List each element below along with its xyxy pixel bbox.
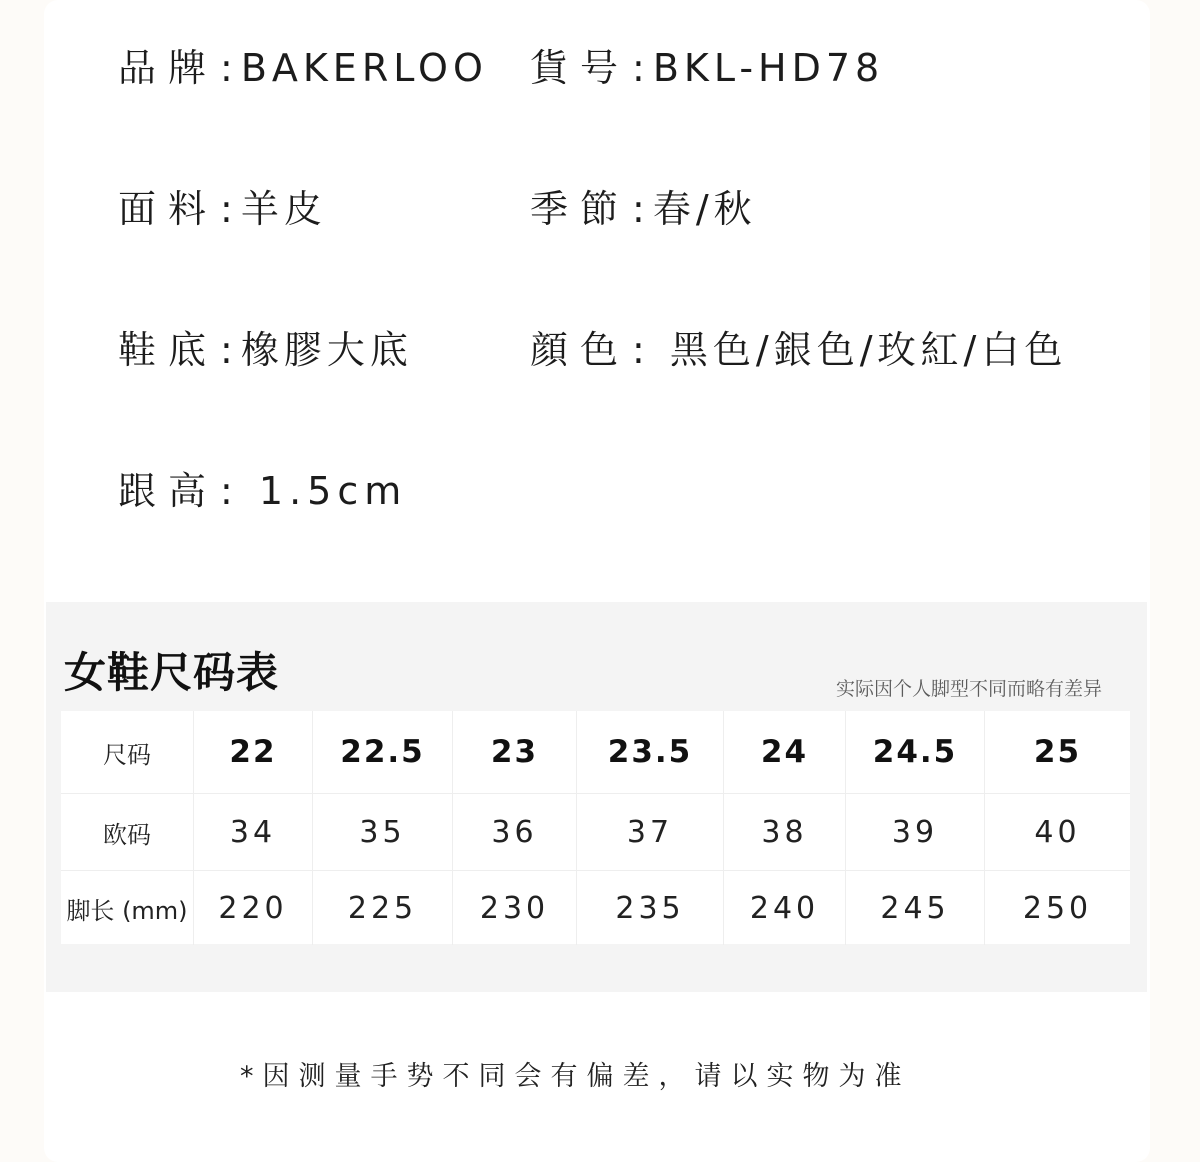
spec-season-label: 季節 [530,187,631,231]
spec-item-no-label: 貨号 [530,46,631,90]
eu-size-cell: 38 [723,794,845,871]
table-row-foot-length [61,870,1130,945]
spec-brand-value: BAKERLOO [240,46,488,90]
eu-size-cell: 40 [984,794,1130,871]
spec-brand-label: 品牌 [118,46,219,90]
size-chart-note: 实际因个人脚型不同而略有差异 [836,678,1103,700]
row-head-foot-length: 脚长 (mm) [66,896,188,925]
eu-size-cell: 39 [845,794,984,871]
spec-heel-value: 1.5cm [240,469,408,513]
spec-season: 季節: 春/秋 [530,187,757,231]
spec-colors-label: 顔色 [530,328,631,372]
size-chart-title: 女鞋尺码表 [64,648,280,697]
spec-colors-value: 黑色/銀色/玫紅/白色 [652,328,1068,372]
spec-season-value: 春/秋 [652,187,757,231]
spec-sole-value: 橡膠大底 [240,328,413,372]
size-cell: 22 [193,711,312,793]
spec-brand: 品牌: BAKERLOO [118,46,488,90]
size-cell: 23.5 [576,711,723,793]
size-cell: 24.5 [845,711,984,793]
eu-size-cell: 34 [193,794,312,871]
measurement-disclaimer: *因测量手势不同会有偏差，请以实物为准 [240,1061,911,1092]
spec-material: 面料: 羊皮 [118,187,327,231]
row-head-size: 尺码 [103,740,151,769]
eu-size-cell: 36 [452,794,576,871]
row-head-eu-size: 欧码 [103,821,151,849]
spec-material-value: 羊皮 [240,187,327,231]
spec-item-no-value: BKL-HD78 [652,46,885,90]
spec-heel: 跟高: 1.5cm [118,469,408,513]
foot-length-cell: 245 [845,871,984,945]
size-table [61,711,1130,944]
foot-length-cell: 225 [312,871,452,945]
spec-material-label: 面料 [118,187,219,231]
eu-size-cell: 35 [312,794,452,871]
table-row-size [61,711,1130,793]
foot-length-cell: 220 [193,871,312,945]
spec-heel-label: 跟高 [118,469,219,513]
table-row-eu-size [61,793,1130,871]
foot-length-cell: 250 [984,871,1130,945]
foot-length-cell: 230 [452,871,576,945]
spec-sole: 鞋底: 橡膠大底 [118,328,413,372]
spec-colors: 顔色: 黑色/銀色/玫紅/白色 [530,328,1068,372]
foot-length-cell: 235 [576,871,723,945]
size-cell: 22.5 [312,711,452,793]
spec-sole-label: 鞋底 [118,328,219,372]
size-cell: 24 [723,711,845,793]
spec-item-no: 貨号: BKL-HD78 [530,46,885,90]
eu-size-cell: 37 [576,794,723,871]
size-cell: 23 [452,711,576,793]
foot-length-cell: 240 [723,871,845,945]
size-cell: 25 [984,711,1130,793]
